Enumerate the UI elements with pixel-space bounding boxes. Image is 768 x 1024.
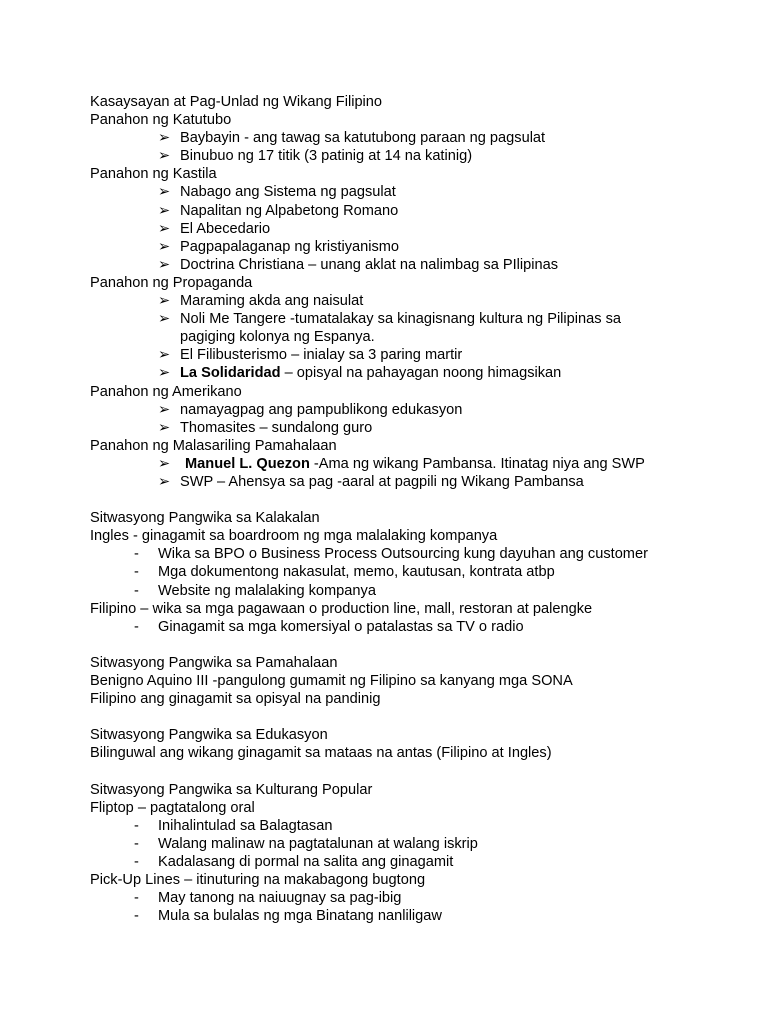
paragraph-ingles: Ingles - ginagamit sa boardroom ng mga malalaking kompanya	[90, 528, 498, 545]
list-item: ➢ Thomasites – sundalong guro	[158, 419, 373, 436]
arrow-bullet-icon: ➢	[158, 455, 171, 472]
arrow-bullet-icon: ➢	[158, 347, 171, 364]
list-item: - Inihalintulad sa Balagtasan	[134, 817, 333, 834]
list-item: ➢ La Solidaridad – opisyal na pahayagan noong himagsikan	[158, 365, 562, 382]
bold-term: Manuel L. Quezon	[185, 455, 310, 472]
dash-bullet-icon: -	[134, 546, 139, 563]
section-heading-pamahalaan: Sitwasyong Pangwika sa Pamahalaan	[90, 654, 338, 671]
list-item: ➢ El Filibusterismo – inialay sa 3 paring martir	[158, 347, 463, 364]
arrow-bullet-icon: ➢	[158, 365, 171, 382]
section-heading-kalakalan: Sitwasyong Pangwika sa Kalakalan	[90, 510, 320, 527]
dash-bullet-icon: -	[134, 564, 139, 581]
arrow-bullet-icon: ➢	[158, 130, 171, 147]
list-item: ➢ SWP – Ahensya sa pag -aaral at pagpili ng Wikang Pambansa	[158, 473, 584, 490]
arrow-bullet-icon: ➢	[158, 401, 171, 418]
list-item: - Mga dokumentong nakasulat, memo, kautusan, kontrata atbp	[134, 564, 555, 581]
period-heading-katutubo: Panahon ng Katutubo	[90, 112, 232, 129]
list-item: - Mula sa bulalas ng mga Binatang nanliligaw	[134, 908, 442, 925]
dash-bullet-icon: -	[134, 890, 139, 907]
list-item: - Website ng malalaking kompanya	[134, 582, 376, 599]
paragraph-pickup-lines: Pick-Up Lines – itinuturing na makabagong bugtong	[90, 872, 426, 889]
list-item: - Kadalasang di pormal na salita ang ginagamit	[134, 853, 454, 870]
list-item: ➢ Baybayin - ang tawag sa katutubong paraan ng pagsulat	[158, 130, 546, 147]
list-item: - Ginagamit sa mga komersiyal o patalastas sa TV o radio	[134, 618, 524, 635]
list-item: ➢ Napalitan ng Alpabetong Romano	[158, 202, 399, 219]
paragraph-filipino: Filipino – wika sa mga pagawaan o production line, mall, restoran at palengke	[90, 600, 593, 617]
period-heading-kastila: Panahon ng Kastila	[90, 166, 217, 183]
list-item: ➢ Noli Me Tangere -tumatalakay sa kinagisnang kultura ng Pilipinas sa pagiging kolonya ng Espanya.	[158, 311, 622, 346]
dash-bullet-icon: -	[134, 908, 139, 925]
list-item: ➢ Maraming akda ang naisulat	[158, 293, 364, 310]
spacer	[90, 708, 750, 726]
arrow-bullet-icon: ➢	[158, 256, 171, 273]
paragraph-fliptop: Fliptop – pagtatalong oral	[90, 799, 255, 816]
dash-bullet-icon: -	[134, 618, 139, 635]
list-item: - Wika sa BPO o Business Process Outsourcing kung dayuhan ang customer	[134, 546, 648, 563]
dash-bullet-icon: -	[134, 817, 139, 834]
section-heading-edukasyon: Sitwasyong Pangwika sa Edukasyon	[90, 727, 328, 744]
paragraph: Filipino ang ginagamit sa opisyal na pandinig	[90, 691, 381, 708]
list-item: ➢ namayagpag ang pampublikong edukasyon	[158, 401, 463, 418]
paragraph: Bilinguwal ang wikang ginagamit sa mataas na antas (Filipino at Ingles)	[90, 745, 552, 762]
paragraph: Benigno Aquino III -pangulong gumamit ng Filipino sa kanyang mga SONA	[90, 673, 573, 689]
dash-bullet-icon: -	[134, 835, 139, 852]
arrow-bullet-icon: ➢	[158, 220, 171, 237]
period-heading-propaganda: Panahon ng Propaganda	[90, 274, 253, 291]
list-item: ➢ Pagpapalaganap ng kristiyanismo	[158, 238, 400, 255]
arrow-bullet-icon: ➢	[158, 311, 171, 328]
spacer	[90, 491, 750, 509]
dash-bullet-icon: -	[134, 853, 139, 870]
arrow-bullet-icon: ➢	[158, 202, 171, 219]
list-item: - Walang malinaw na pagtatalunan at walang iskrip	[134, 835, 478, 852]
arrow-bullet-icon: ➢	[158, 184, 171, 201]
arrow-bullet-icon: ➢	[158, 293, 171, 310]
list-item: ➢ Binubuo ng 17 titik (3 patinig at 14 na katinig)	[158, 148, 473, 165]
arrow-bullet-icon: ➢	[158, 238, 171, 255]
period-heading-amerikano: Panahon ng Amerikano	[90, 383, 242, 400]
spacer	[90, 762, 750, 780]
list-item: ➢ Manuel L. Quezon -Ama ng wikang Pambansa. Itinatag niya ang SWP	[158, 455, 645, 472]
list-item: ➢ Doctrina Christiana – unang aklat na nalimbag sa PIlipinas	[158, 256, 559, 273]
arrow-bullet-icon: ➢	[158, 419, 171, 436]
bold-term: La Solidaridad	[180, 365, 281, 382]
spacer	[90, 636, 750, 654]
list-item: - May tanong na naiuugnay sa pag-ibig	[134, 890, 402, 907]
dash-bullet-icon: -	[134, 582, 139, 599]
section-heading-kulturang-popular: Sitwasyong Pangwika sa Kulturang Popular	[90, 781, 373, 798]
arrow-bullet-icon: ➢	[158, 148, 171, 165]
arrow-bullet-icon: ➢	[158, 473, 171, 490]
list-item: ➢ El Abecedario	[158, 220, 271, 237]
document-title: Kasaysayan at Pag-Unlad ng Wikang Filipino	[90, 94, 383, 110]
period-heading-malasariling-pamahalaan: Panahon ng Malasariling Pamahalaan	[90, 437, 337, 454]
document-body	[90, 93, 750, 925]
list-item: ➢ Nabago ang Sistema ng pagsulat	[158, 184, 396, 201]
